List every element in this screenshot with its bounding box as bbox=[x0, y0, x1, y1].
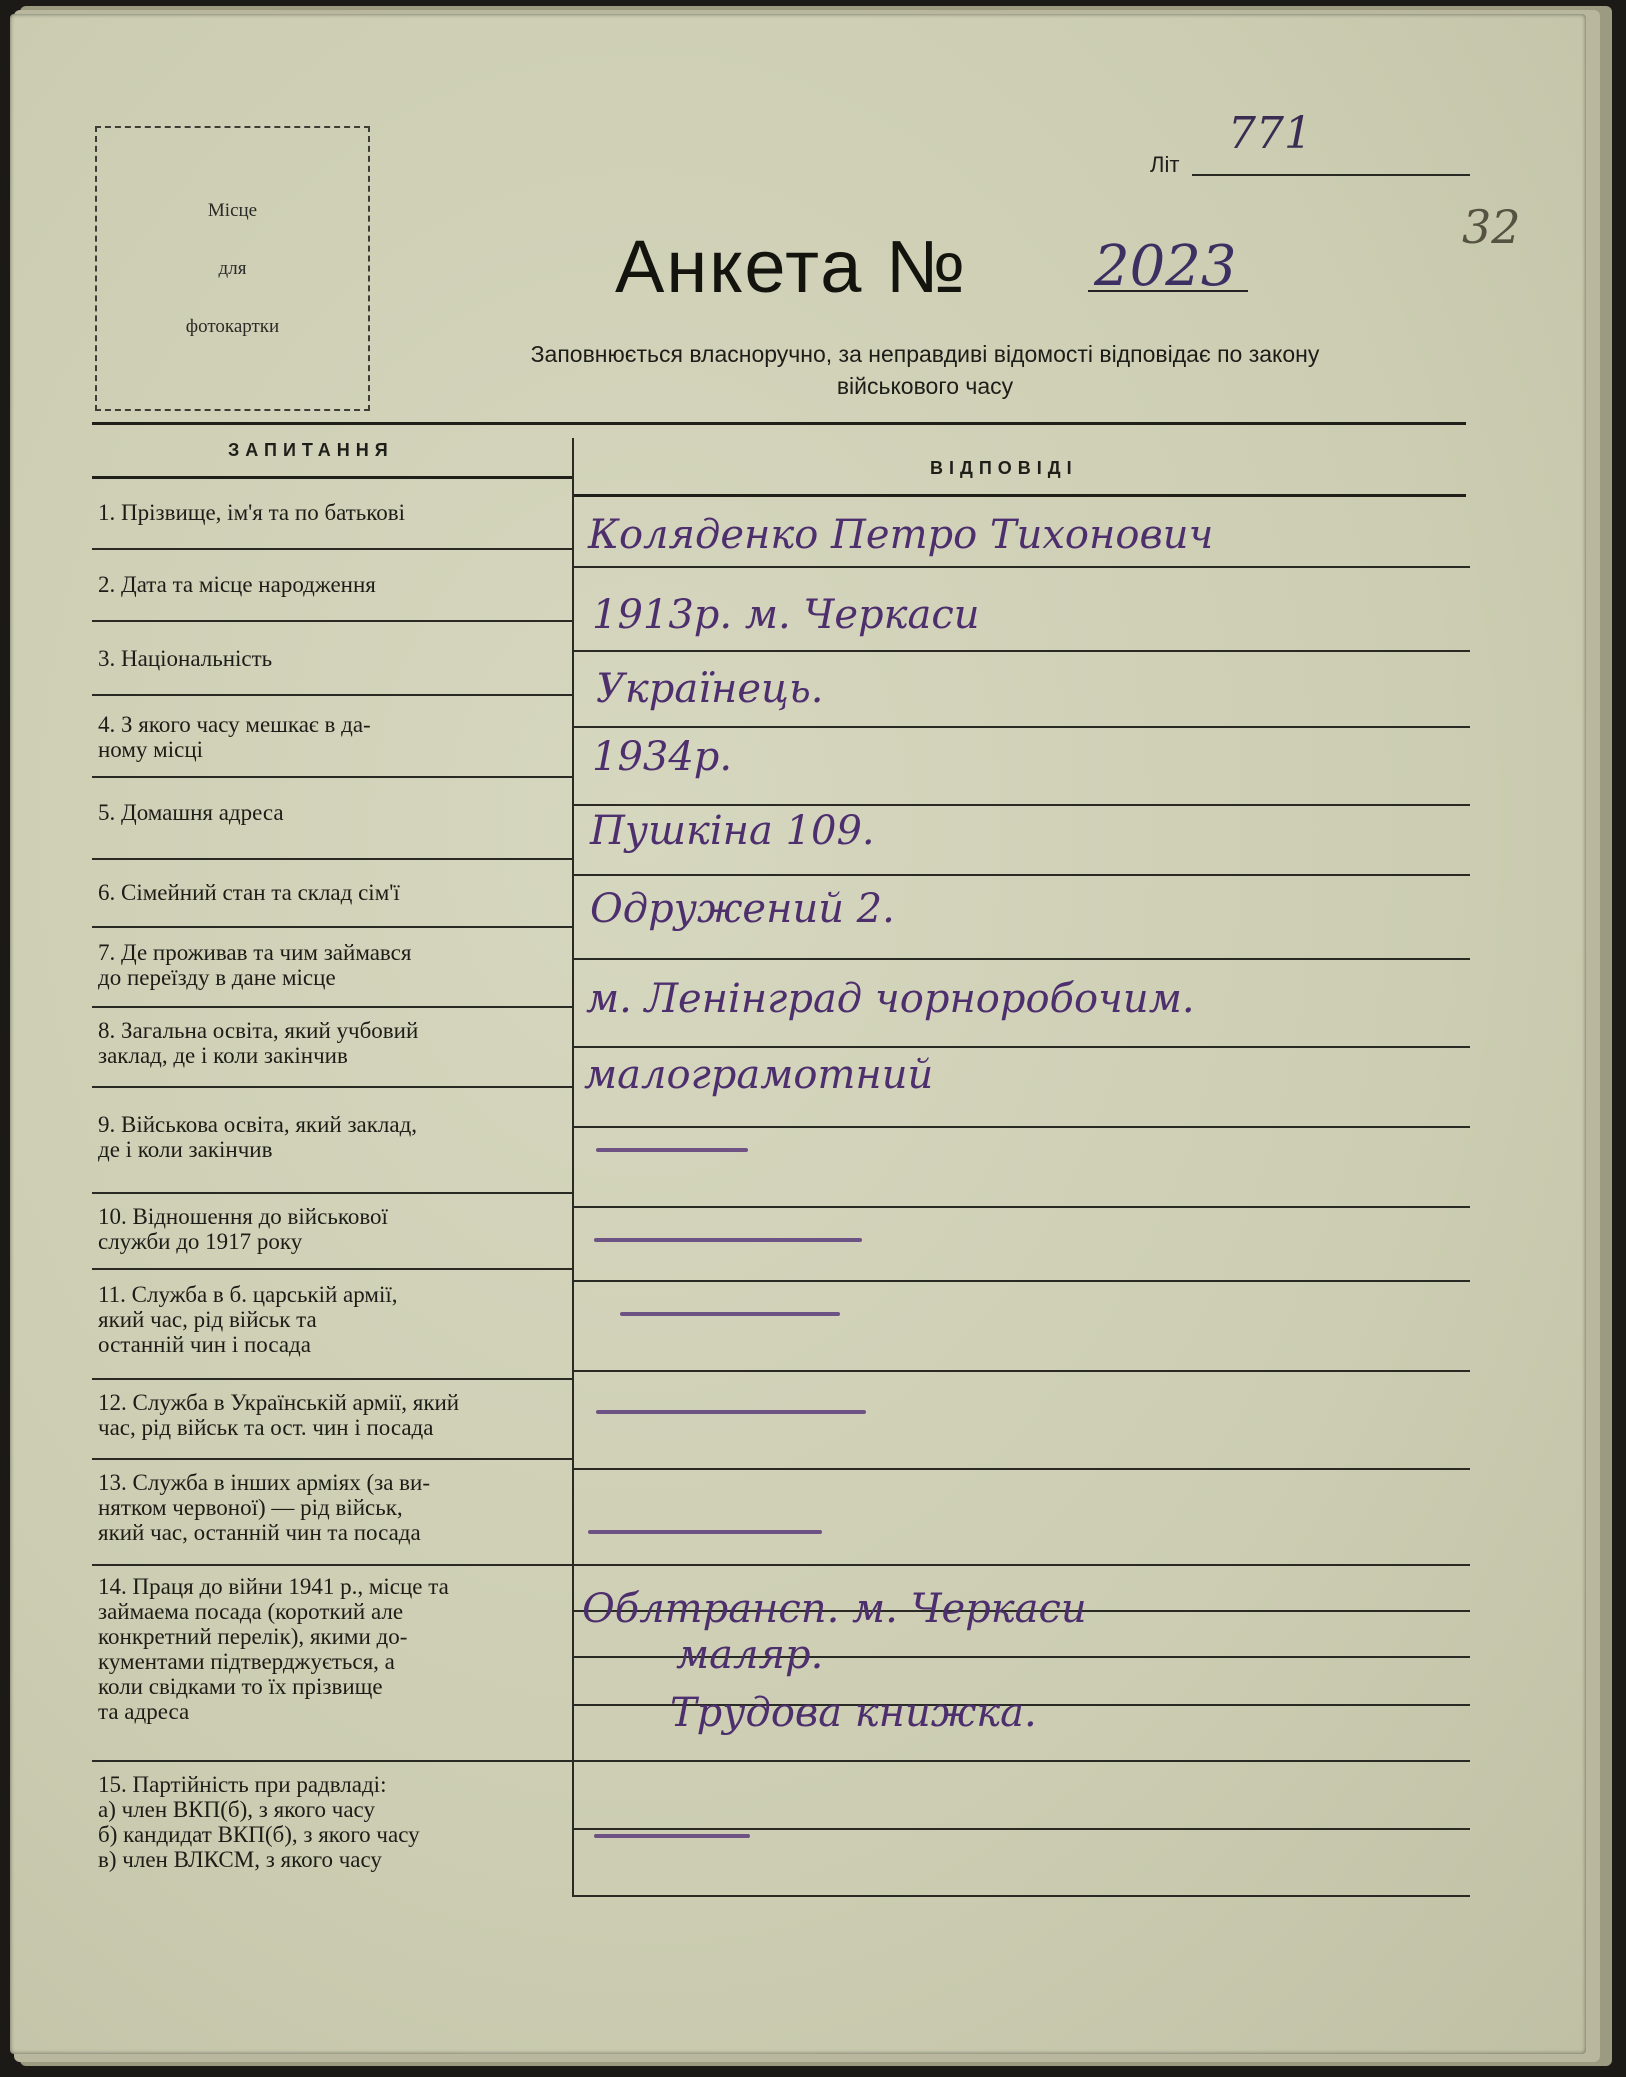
answer-rule bbox=[572, 1046, 1470, 1048]
question-13: 13. Служба в інших арміях (за ви- нятком червоної) — рід військ, який час, останній чин та посада bbox=[98, 1470, 431, 1545]
answer-14-line2: маляр. bbox=[676, 1632, 824, 1678]
lit-underline bbox=[1192, 174, 1470, 176]
form-title: Анкета № bbox=[615, 225, 968, 308]
answer-12-dash bbox=[596, 1410, 866, 1414]
answer-11-dash bbox=[620, 1312, 840, 1316]
answer-rule bbox=[572, 1206, 1470, 1208]
answer-15-dash bbox=[594, 1834, 750, 1838]
answer-rule bbox=[572, 726, 1470, 728]
row-rule bbox=[92, 548, 572, 550]
answer-14-line1: Облтрансп. м. Черкаси bbox=[582, 1586, 1087, 1632]
row-rule bbox=[92, 1760, 572, 1762]
question-12: 12. Служба в Українській армії, який час, рід військ та ост. чин і посада bbox=[98, 1390, 460, 1440]
answer-rule bbox=[572, 650, 1470, 652]
header-top-rule bbox=[92, 422, 1466, 425]
question-7: 7. Де проживав та чим займався до переїзду в дане місце bbox=[98, 940, 412, 990]
lit-label: Літ bbox=[1150, 152, 1180, 177]
row-rule bbox=[92, 776, 572, 778]
lit-value: 771 bbox=[1228, 108, 1312, 159]
answer-rule bbox=[572, 958, 1470, 960]
answer-14-line3: Трудова книжка. bbox=[670, 1690, 1037, 1736]
row-rule bbox=[92, 1458, 572, 1460]
row-rule bbox=[92, 1564, 572, 1566]
answer-rule bbox=[572, 1126, 1470, 1128]
answer-rule bbox=[572, 1468, 1470, 1470]
question-3: 3. Національність bbox=[98, 646, 273, 671]
row-rule bbox=[92, 926, 572, 928]
answer-rule bbox=[572, 1760, 1470, 1762]
question-11: 11. Служба в б. царській армії, який час, рід військ та останній чин і посада bbox=[98, 1282, 398, 1357]
answer-rule bbox=[572, 1564, 1470, 1566]
answer-rule bbox=[572, 874, 1470, 876]
answer-6-family: Одружений 2. bbox=[590, 886, 895, 932]
answer-5-address: Пушкіна 109. bbox=[590, 808, 875, 854]
questions-header-rule bbox=[92, 476, 572, 479]
row-rule bbox=[92, 858, 572, 860]
answers-header: ВІДПОВІДІ bbox=[930, 458, 1078, 478]
answer-3-nationality: Українець. bbox=[596, 666, 824, 712]
answer-13-dash bbox=[588, 1530, 822, 1534]
row-rule bbox=[92, 1086, 572, 1088]
subtitle-line2: військового часу bbox=[836, 373, 1014, 399]
answer-rule bbox=[572, 1370, 1470, 1372]
photo-label-line1: Місце bbox=[207, 199, 258, 221]
question-1: 1. Прізвище, ім'я та по батькові bbox=[98, 500, 406, 525]
row-rule bbox=[92, 1378, 572, 1380]
question-14: 14. Праця до війни 1941 р., місце та займаема посада (короткий але конкретний перелік), якими до- кументами підтверджується, а коли свідками то їх прізвище та адреса bbox=[98, 1574, 449, 1724]
question-6: 6. Сімейний стан та склад сім'ї bbox=[98, 880, 400, 905]
form-subtitle bbox=[400, 338, 1450, 402]
photo-placeholder bbox=[95, 126, 370, 411]
subtitle-line1: Заповнюється власноручно, за неправдиві відомості відповідає по закону bbox=[530, 341, 1320, 367]
question-8: 8. Загальна освіта, який учбовий заклад, де і коли закінчив bbox=[98, 1018, 419, 1068]
row-rule bbox=[92, 1268, 572, 1270]
answer-2-birth: 1913р. м. Черкаси bbox=[592, 592, 980, 638]
questions-header: ЗАПИТАННЯ bbox=[228, 440, 394, 460]
answer-rule bbox=[572, 1828, 1470, 1830]
question-15: 15. Партійність при радвладі: а) член ВКП(б), з якого часу б) кандидат ВКП(б), з якого часу в) член ВЛКСМ, з якого часу bbox=[98, 1772, 420, 1872]
form-number: 2023 bbox=[1094, 234, 1237, 299]
question-5: 5. Домашня адреса bbox=[98, 800, 284, 825]
answer-1-name: Коляденко Петро Тихонович bbox=[588, 512, 1214, 558]
column-divider bbox=[572, 438, 574, 1896]
answer-9-dash bbox=[596, 1148, 748, 1152]
photo-label-line2: для bbox=[218, 257, 247, 279]
row-rule bbox=[92, 620, 572, 622]
answer-10-dash bbox=[594, 1238, 862, 1242]
photo-label-line3: фотокартки bbox=[185, 315, 280, 337]
question-2: 2. Дата та місце народження bbox=[98, 572, 376, 597]
answer-8-education: малограмотний bbox=[584, 1052, 934, 1098]
answer-rule bbox=[572, 804, 1470, 806]
row-rule bbox=[92, 694, 572, 696]
row-rule bbox=[92, 1192, 572, 1194]
answer-rule bbox=[572, 1280, 1470, 1282]
question-9: 9. Військова освіта, який заклад, де і коли закінчив bbox=[98, 1112, 418, 1162]
answer-rule-bottom bbox=[572, 1895, 1470, 1897]
question-10: 10. Відношення до військової служби до 1917 року bbox=[98, 1204, 388, 1254]
question-4: 4. З якого часу мешкає в да- ному місці bbox=[98, 712, 371, 762]
row-rule bbox=[92, 1006, 572, 1008]
corner-page-number: 32 bbox=[1462, 200, 1521, 254]
answer-7-previous: м. Ленінград чорноробочим. bbox=[586, 976, 1195, 1022]
answer-rule bbox=[572, 566, 1470, 568]
answer-4-since: 1934р. bbox=[592, 734, 733, 780]
answers-header-rule bbox=[572, 494, 1466, 497]
